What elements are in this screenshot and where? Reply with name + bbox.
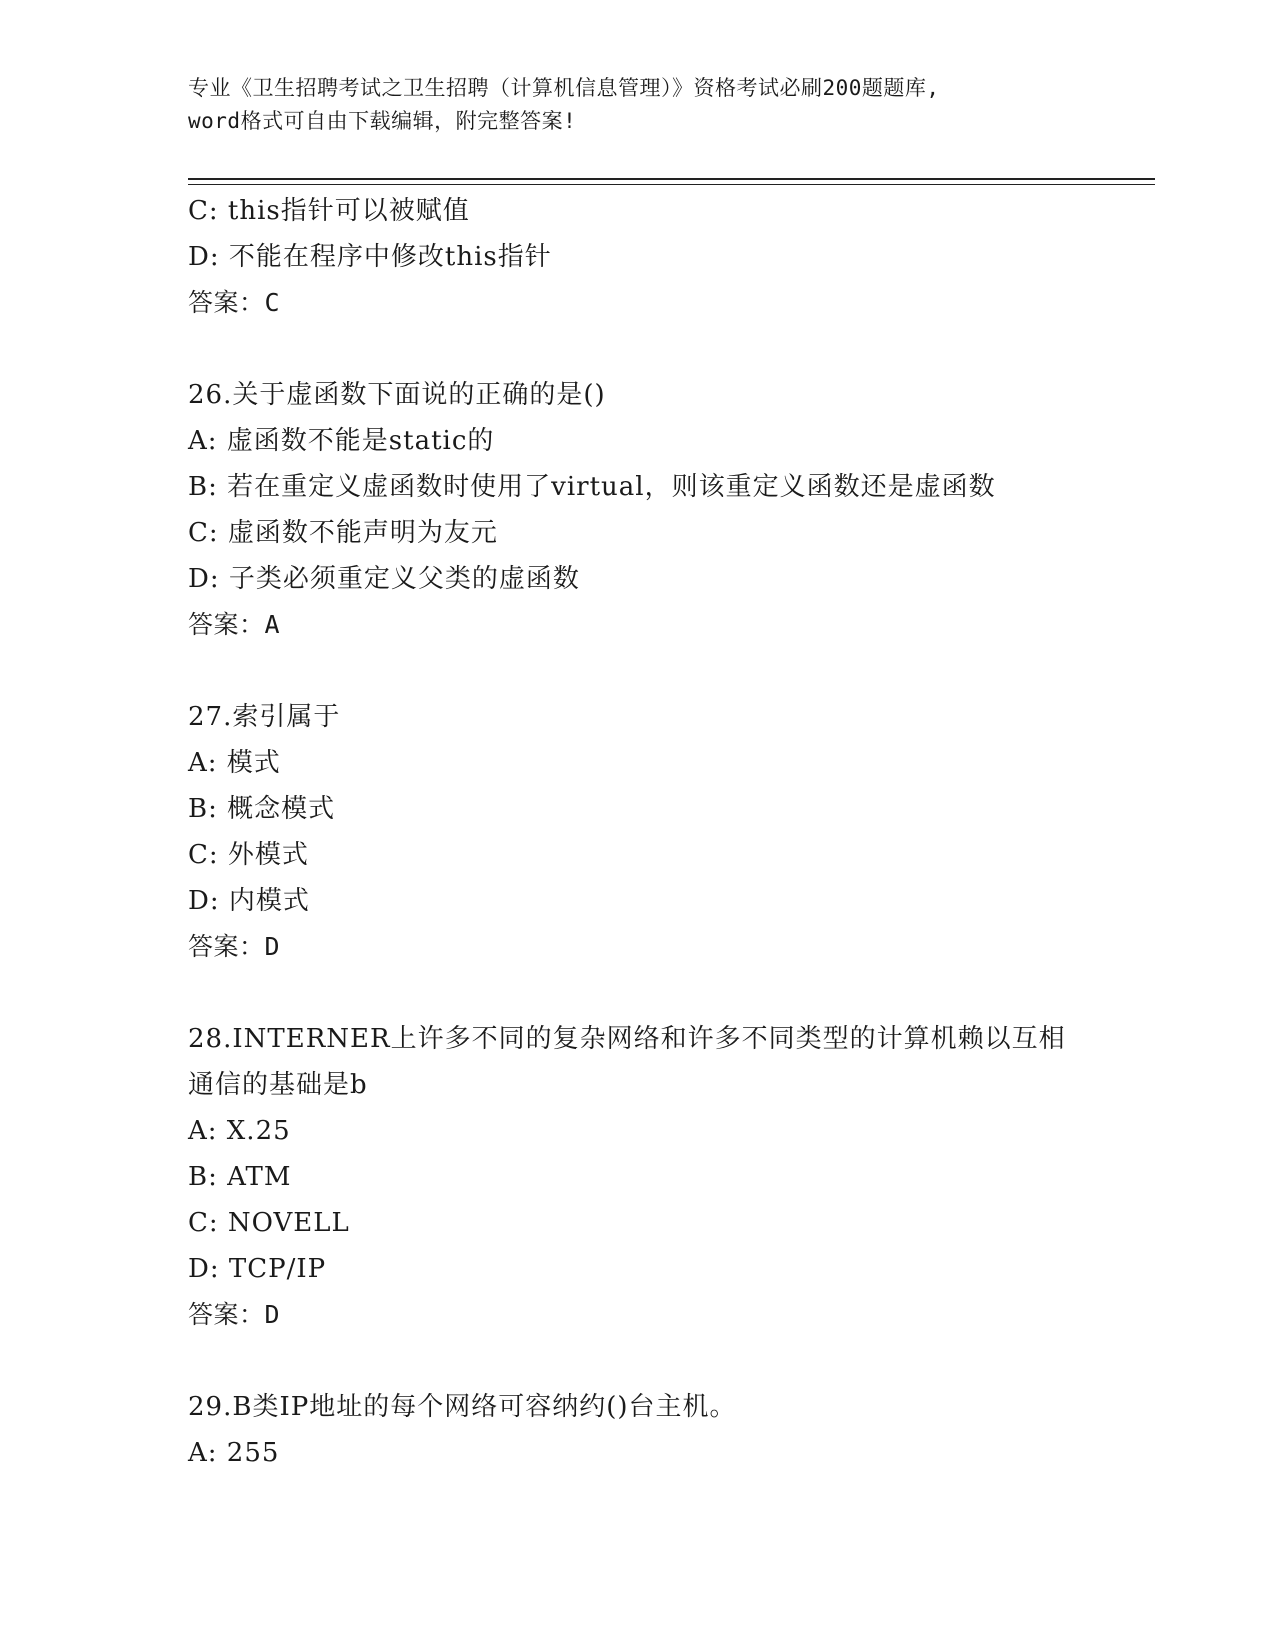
header-line-1: 专业《卫生招聘考试之卫生招聘（计算机信息管理）》资格考试必刷200题题库, (188, 76, 940, 100)
option-a: A: 虚函数不能是static的 (188, 426, 495, 456)
option-c: C: 虚函数不能声明为友元 (188, 518, 498, 548)
question-29 (188, 1384, 1128, 1476)
question-27 (188, 694, 1128, 970)
answer: 答案：D (188, 1300, 281, 1329)
document-header (188, 72, 1088, 138)
option-a: A: X.25 (188, 1116, 291, 1146)
question-26 (188, 372, 1128, 648)
option-d: D: 不能在程序中修改this指针 (188, 242, 552, 272)
option-c: C: 外模式 (188, 840, 309, 870)
question-text: 27.索引属于 (188, 702, 341, 732)
option-d: D: 子类必须重定义父类的虚函数 (188, 564, 580, 594)
option-b: B: 概念模式 (188, 794, 336, 824)
spacer (188, 970, 1128, 1016)
answer: 答案：C (188, 288, 281, 317)
option-b: B: 若在重定义虚函数时使用了virtual，则该重定义函数还是虚函数 (188, 472, 996, 502)
option-d: D: 内模式 (188, 886, 310, 916)
answer: 答案：A (188, 610, 281, 639)
header-divider-thick (188, 178, 1155, 180)
spacer (188, 326, 1128, 372)
header-divider-thin (188, 184, 1155, 185)
question-text-line-2: 通信的基础是b (188, 1070, 368, 1100)
option-c: C: this指针可以被赋值 (188, 196, 470, 226)
question-text: 26.关于虚函数下面说的正确的是() (188, 380, 606, 410)
spacer (188, 1338, 1128, 1384)
question-text-line-1: 28.INTERNER上许多不同的复杂网络和许多不同类型的计算机赖以互相 (188, 1024, 1066, 1054)
question-25-tail (188, 188, 1128, 326)
question-text: 29.B类IP地址的每个网络可容纳约()台主机。 (188, 1392, 737, 1422)
option-a: A: 模式 (188, 748, 281, 778)
option-c: C: NOVELL (188, 1208, 350, 1238)
header-line-2: word格式可自由下载编辑，附完整答案! (188, 109, 577, 133)
answer: 答案：D (188, 932, 281, 961)
spacer (188, 648, 1128, 694)
option-b: B: ATM (188, 1162, 292, 1192)
option-d: D: TCP/IP (188, 1254, 327, 1284)
question-28 (188, 1016, 1128, 1338)
option-a: A: 255 (188, 1438, 280, 1468)
question-list (188, 188, 1128, 1476)
